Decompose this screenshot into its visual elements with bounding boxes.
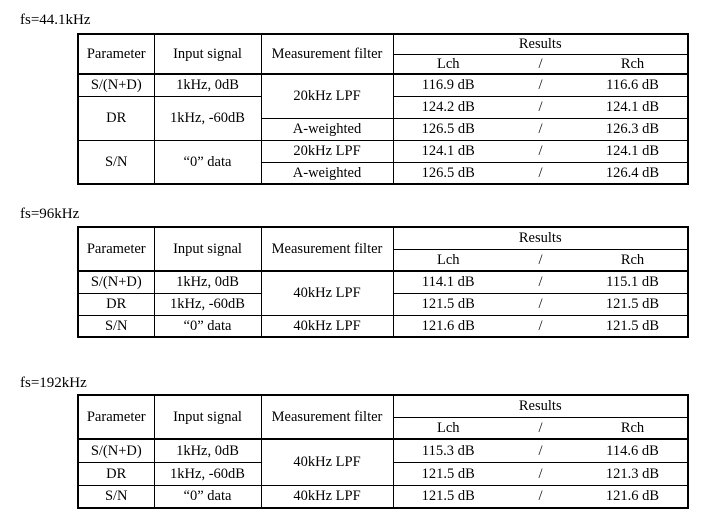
filter-cell: 40kHz LPF bbox=[261, 439, 393, 485]
lch-value: 124.1 dB bbox=[393, 140, 503, 162]
header-rch: Rch bbox=[578, 417, 688, 439]
table-row bbox=[78, 485, 688, 508]
parameter-cell: DR bbox=[78, 462, 154, 485]
rch-value: 115.1 dB bbox=[578, 271, 688, 293]
section-title-192k: fs=192kHz bbox=[20, 375, 87, 391]
channel-separator: / bbox=[503, 293, 578, 315]
results-table-44k bbox=[77, 33, 689, 185]
lch-value: 121.5 dB bbox=[393, 485, 503, 508]
filter-cell: 40kHz LPF bbox=[261, 315, 393, 337]
header-input-signal: Input signal bbox=[154, 34, 261, 74]
channel-separator: / bbox=[503, 271, 578, 293]
rch-value: 126.3 dB bbox=[578, 118, 688, 140]
parameter-cell: S/(N+D) bbox=[78, 74, 154, 96]
rch-value: 124.1 dB bbox=[578, 96, 688, 118]
results-table-192k bbox=[77, 394, 689, 509]
lch-value: 126.5 dB bbox=[393, 118, 503, 140]
header-measurement-filter: Measurement filter bbox=[261, 227, 393, 271]
lch-value: 115.3 dB bbox=[393, 439, 503, 462]
header-slash: / bbox=[503, 417, 578, 439]
lch-value: 121.5 dB bbox=[393, 462, 503, 485]
input-signal-cell: “0” data bbox=[154, 485, 261, 508]
filter-cell: 40kHz LPF bbox=[261, 485, 393, 508]
header-lch: Lch bbox=[393, 417, 503, 439]
input-signal-cell: “0” data bbox=[154, 140, 261, 184]
rch-value: 124.1 dB bbox=[578, 140, 688, 162]
filter-cell: A-weighted bbox=[261, 162, 393, 184]
channel-separator: / bbox=[503, 439, 578, 462]
header-parameter: Parameter bbox=[78, 227, 154, 271]
header-measurement-filter: Measurement filter bbox=[261, 395, 393, 439]
header-slash: / bbox=[503, 54, 578, 74]
rch-value: 121.6 dB bbox=[578, 485, 688, 508]
channel-separator: / bbox=[503, 74, 578, 96]
header-lch: Lch bbox=[393, 249, 503, 271]
header-rch: Rch bbox=[578, 249, 688, 271]
header-measurement-filter: Measurement filter bbox=[261, 34, 393, 74]
header-results: Results bbox=[393, 227, 688, 249]
channel-separator: / bbox=[503, 118, 578, 140]
table-row bbox=[78, 315, 688, 337]
header-input-signal: Input signal bbox=[154, 395, 261, 439]
lch-value: 121.5 dB bbox=[393, 293, 503, 315]
header-lch: Lch bbox=[393, 54, 503, 74]
header-results: Results bbox=[393, 34, 688, 54]
channel-separator: / bbox=[503, 162, 578, 184]
table-row bbox=[78, 140, 688, 162]
input-signal-cell: 1kHz, -60dB bbox=[154, 293, 261, 315]
filter-cell: 20kHz LPF bbox=[261, 74, 393, 118]
lch-value: 116.9 dB bbox=[393, 74, 503, 96]
input-signal-cell: 1kHz, 0dB bbox=[154, 271, 261, 293]
rch-value: 121.5 dB bbox=[578, 293, 688, 315]
channel-separator: / bbox=[503, 96, 578, 118]
filter-cell: 20kHz LPF bbox=[261, 140, 393, 162]
channel-separator: / bbox=[503, 462, 578, 485]
channel-separator: / bbox=[503, 315, 578, 337]
table-row bbox=[78, 439, 688, 462]
parameter-cell: S/(N+D) bbox=[78, 439, 154, 462]
rch-value: 116.6 dB bbox=[578, 74, 688, 96]
parameter-cell: S/N bbox=[78, 485, 154, 508]
parameter-cell: S/N bbox=[78, 140, 154, 184]
input-signal-cell: “0” data bbox=[154, 315, 261, 337]
header-slash: / bbox=[503, 249, 578, 271]
section-title-44k: fs=44.1kHz bbox=[20, 12, 91, 28]
channel-separator: / bbox=[503, 485, 578, 508]
filter-cell: A-weighted bbox=[261, 118, 393, 140]
results-table-96k bbox=[77, 226, 689, 338]
lch-value: 124.2 dB bbox=[393, 96, 503, 118]
section-title-96k: fs=96kHz bbox=[20, 206, 80, 222]
input-signal-cell: 1kHz, -60dB bbox=[154, 96, 261, 140]
parameter-cell: S/N bbox=[78, 315, 154, 337]
input-signal-cell: 1kHz, 0dB bbox=[154, 439, 261, 462]
table-row bbox=[78, 271, 688, 293]
header-parameter: Parameter bbox=[78, 34, 154, 74]
lch-value: 126.5 dB bbox=[393, 162, 503, 184]
rch-value: 121.5 dB bbox=[578, 315, 688, 337]
parameter-cell: DR bbox=[78, 96, 154, 140]
header-input-signal: Input signal bbox=[154, 227, 261, 271]
rch-value: 114.6 dB bbox=[578, 439, 688, 462]
parameter-cell: S/(N+D) bbox=[78, 271, 154, 293]
parameter-cell: DR bbox=[78, 293, 154, 315]
input-signal-cell: 1kHz, 0dB bbox=[154, 74, 261, 96]
input-signal-cell: 1kHz, -60dB bbox=[154, 462, 261, 485]
table-row bbox=[78, 74, 688, 96]
header-results: Results bbox=[393, 395, 688, 417]
filter-cell: 40kHz LPF bbox=[261, 271, 393, 315]
rch-value: 121.3 dB bbox=[578, 462, 688, 485]
rch-value: 126.4 dB bbox=[578, 162, 688, 184]
lch-value: 121.6 dB bbox=[393, 315, 503, 337]
lch-value: 114.1 dB bbox=[393, 271, 503, 293]
header-parameter: Parameter bbox=[78, 395, 154, 439]
header-rch: Rch bbox=[578, 54, 688, 74]
channel-separator: / bbox=[503, 140, 578, 162]
